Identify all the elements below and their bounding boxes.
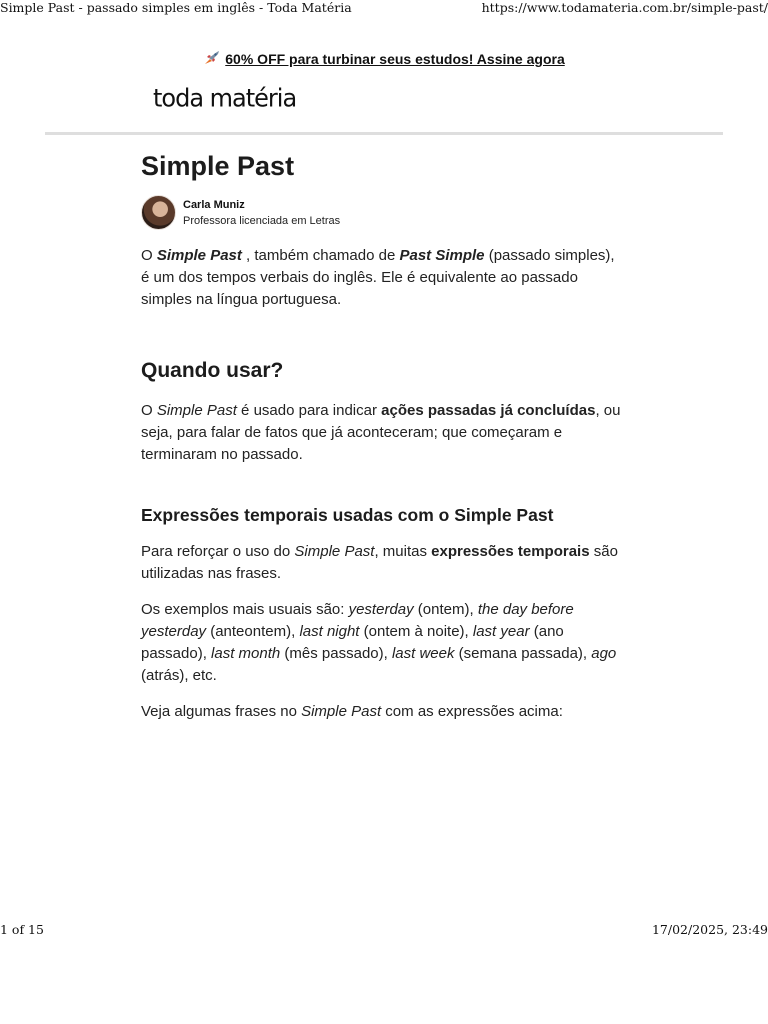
promo-link[interactable]: 60% OFF para turbinar seus estudos! Assine agora bbox=[225, 51, 565, 67]
expressions-examples-paragraph: Os exemplos mais usuais são: yesterday (ontem), the day before yesterday (anteontem), last night (ontem à noite), last year (ano passado), last month (mês passado), last week (semana passada), ago (atrás), etc. bbox=[141, 601, 617, 684]
avatar[interactable] bbox=[141, 195, 176, 230]
author-name[interactable]: Carla Muniz bbox=[183, 198, 245, 211]
see-sentences-paragraph: Veja algumas frases no Simple Past com as expressões acima: bbox=[141, 703, 563, 720]
rocket-icon bbox=[203, 50, 221, 68]
usage-paragraph: O Simple Past é usado para indicar ações passadas já concluídas, ou seja, para falar de fatos que já aconteceram; que começaram e terminaram no passado. bbox=[141, 402, 621, 463]
print-footer bbox=[0, 922, 768, 937]
print-header bbox=[0, 0, 768, 15]
print-page-title: Simple Past - passado simples em inglês - Toda Matéria bbox=[0, 0, 352, 15]
page-counter: 1 of 15 bbox=[0, 922, 44, 937]
print-page-url: https://www.todamateria.com.br/simple-past/ bbox=[481, 0, 768, 15]
intro-paragraph: O Simple Past , também chamado de Past Simple (passado simples), é um dos tempos verbais do inglês. Ele é equivalente ao passado simples na língua portuguesa. bbox=[141, 247, 615, 308]
site-logo[interactable]: toda matéria bbox=[153, 83, 297, 113]
promo-banner bbox=[0, 50, 768, 68]
section-heading-expressions: Expressões temporais usadas com o Simple Past bbox=[141, 505, 554, 525]
print-datetime: 17/02/2025, 23:49 bbox=[651, 922, 768, 937]
expressions-intro-paragraph: Para reforçar o uso do Simple Past, muitas expressões temporais são utilizadas nas frases. bbox=[141, 543, 618, 582]
page-title: Simple Past bbox=[141, 151, 295, 181]
article bbox=[141, 147, 625, 723]
section-heading-when: Quando usar? bbox=[141, 359, 284, 382]
author-role: Professora licenciada em Letras bbox=[183, 214, 341, 227]
header-divider bbox=[45, 132, 723, 135]
author-block bbox=[141, 195, 625, 230]
